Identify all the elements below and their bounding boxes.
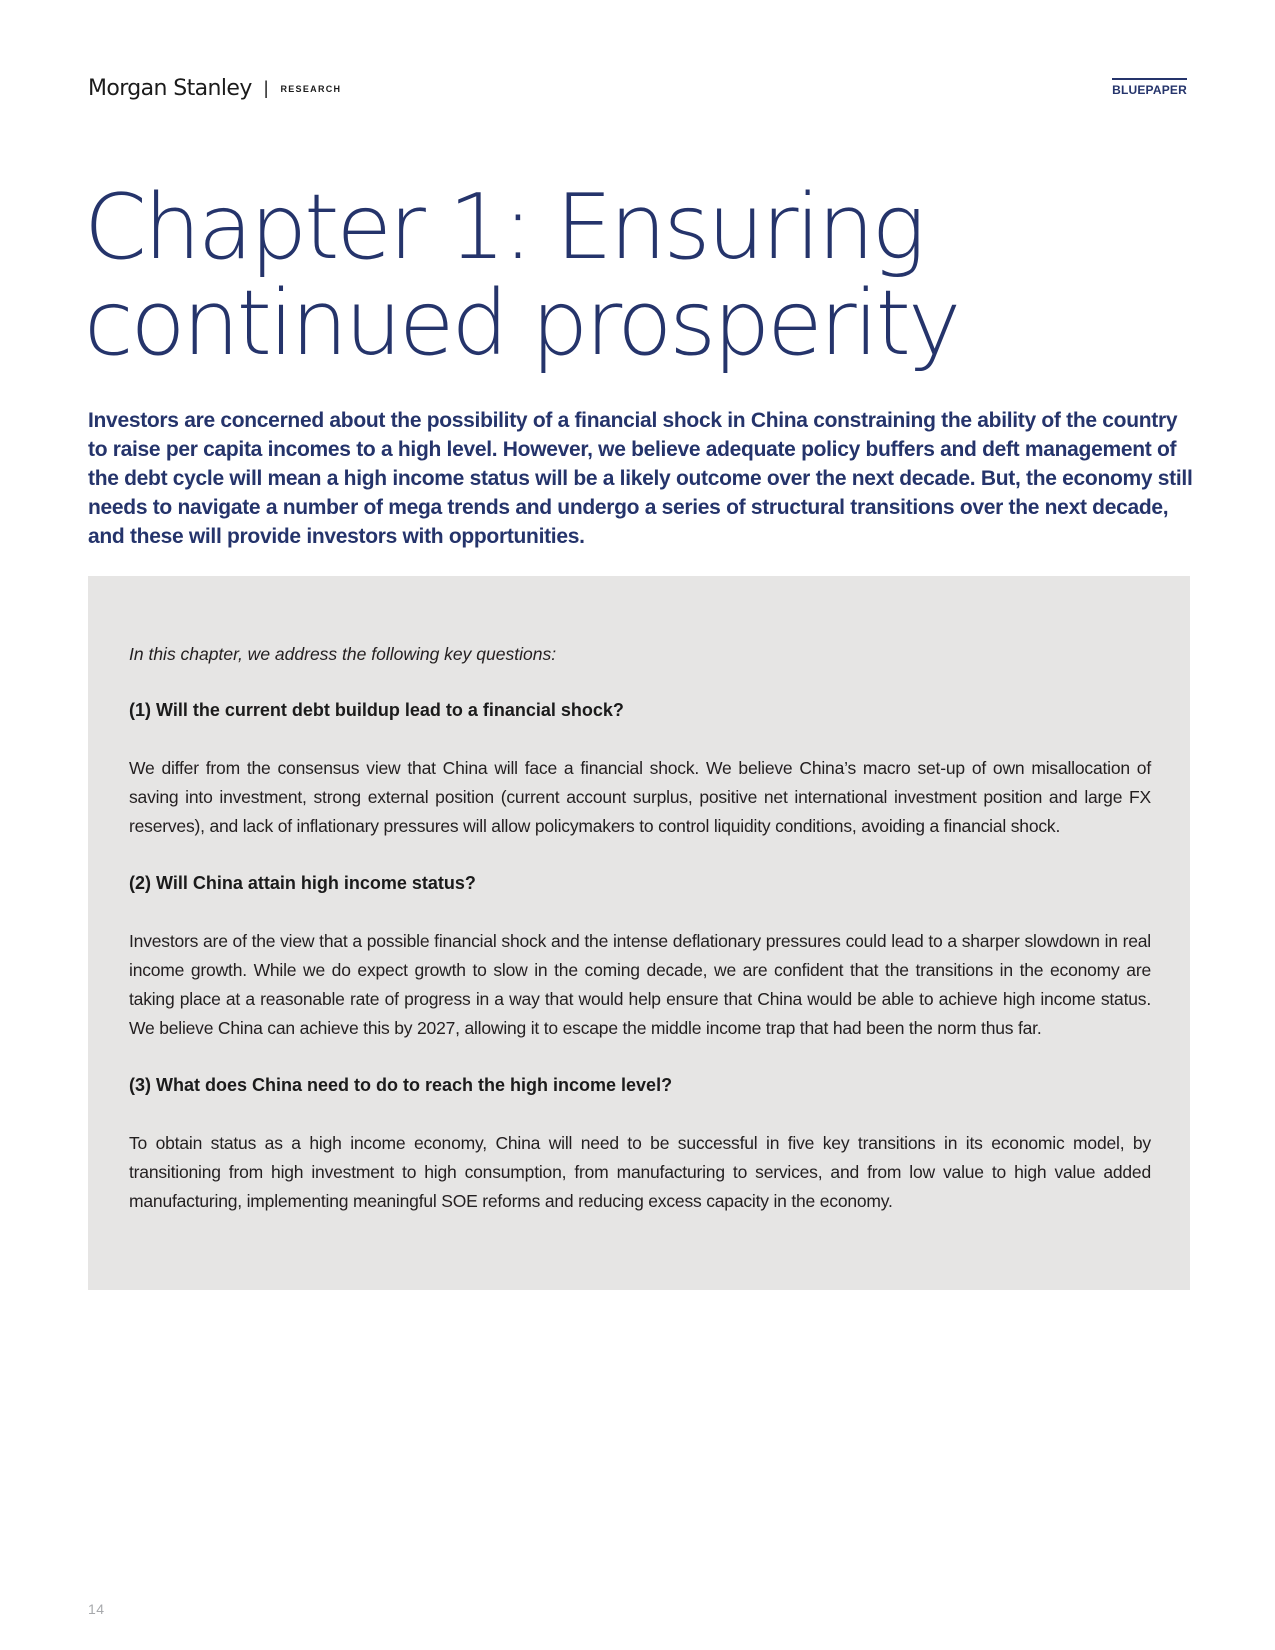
question-answer: To obtain status as a high income economy, China will need to be successful in five key transitions in its economic model, by transitioning from high investment to high consumption, from manufacturing to services, and from low value to high value added manufacturing, implementing meaningful SOE reforms and reducing excess capacity in the economy. bbox=[129, 1133, 1151, 1211]
question-heading: (3) What does China need to do to reach the high income level? bbox=[129, 1075, 673, 1095]
question-answer: We differ from the consensus view that China will face a financial shock. We believe China’s macro set-up of own misallocation of saving into investment, strong external position (current account surplus, positive net international investment position and large FX reserves), and lack of inflationary pressures will allow policymakers to control liquidity conditions, avoiding a financial shock. bbox=[129, 758, 1151, 836]
section-label: RESEARCH bbox=[280, 83, 342, 94]
brand-logo bbox=[88, 76, 341, 101]
key-questions-content bbox=[129, 642, 1151, 1246]
page-number: 14 bbox=[88, 1601, 105, 1617]
question-answer: Investors are of the view that a possible financial shock and the intense deflationary pressures could lead to a sharper slowdown in real income growth. While we do expect growth to slow in the coming decade, we are confident that the transitions in the economy are taking place at a reasonable rate of progress in a way that would help ensure that China would be able to achieve high income status. We believe China can achieve this by 2027, allowing it to escape the middle income trap that had been the norm thus far. bbox=[129, 931, 1151, 1038]
series-label: BLUEPAPER bbox=[1112, 78, 1187, 97]
key-questions-box bbox=[88, 576, 1190, 1290]
brand-separator: | bbox=[263, 78, 269, 98]
question-heading: (2) Will China attain high income status? bbox=[129, 873, 476, 893]
key-questions-lead: In this chapter, we address the following key questions: bbox=[129, 644, 557, 664]
question-heading: (1) Will the current debt buildup lead to a financial shock? bbox=[129, 700, 624, 720]
brand-name: Morgan Stanley bbox=[88, 76, 252, 101]
chapter-title: Chapter 1: Ensuring continued prosperity bbox=[84, 175, 959, 376]
page-header bbox=[88, 74, 1187, 104]
chapter-intro: Investors are concerned about the possibility of a financial shock in China constraining the ability of the country to raise per capita incomes to a high level. However, we believe adequate policy buffers and deft management of the debt cycle will mean a high income status will be a likely outcome over the next decade. But, the economy still needs to navigate a number of mega trends and undergo a series of structural transitions over the next decade, and these will provide investors with opportunities. bbox=[88, 409, 1193, 548]
